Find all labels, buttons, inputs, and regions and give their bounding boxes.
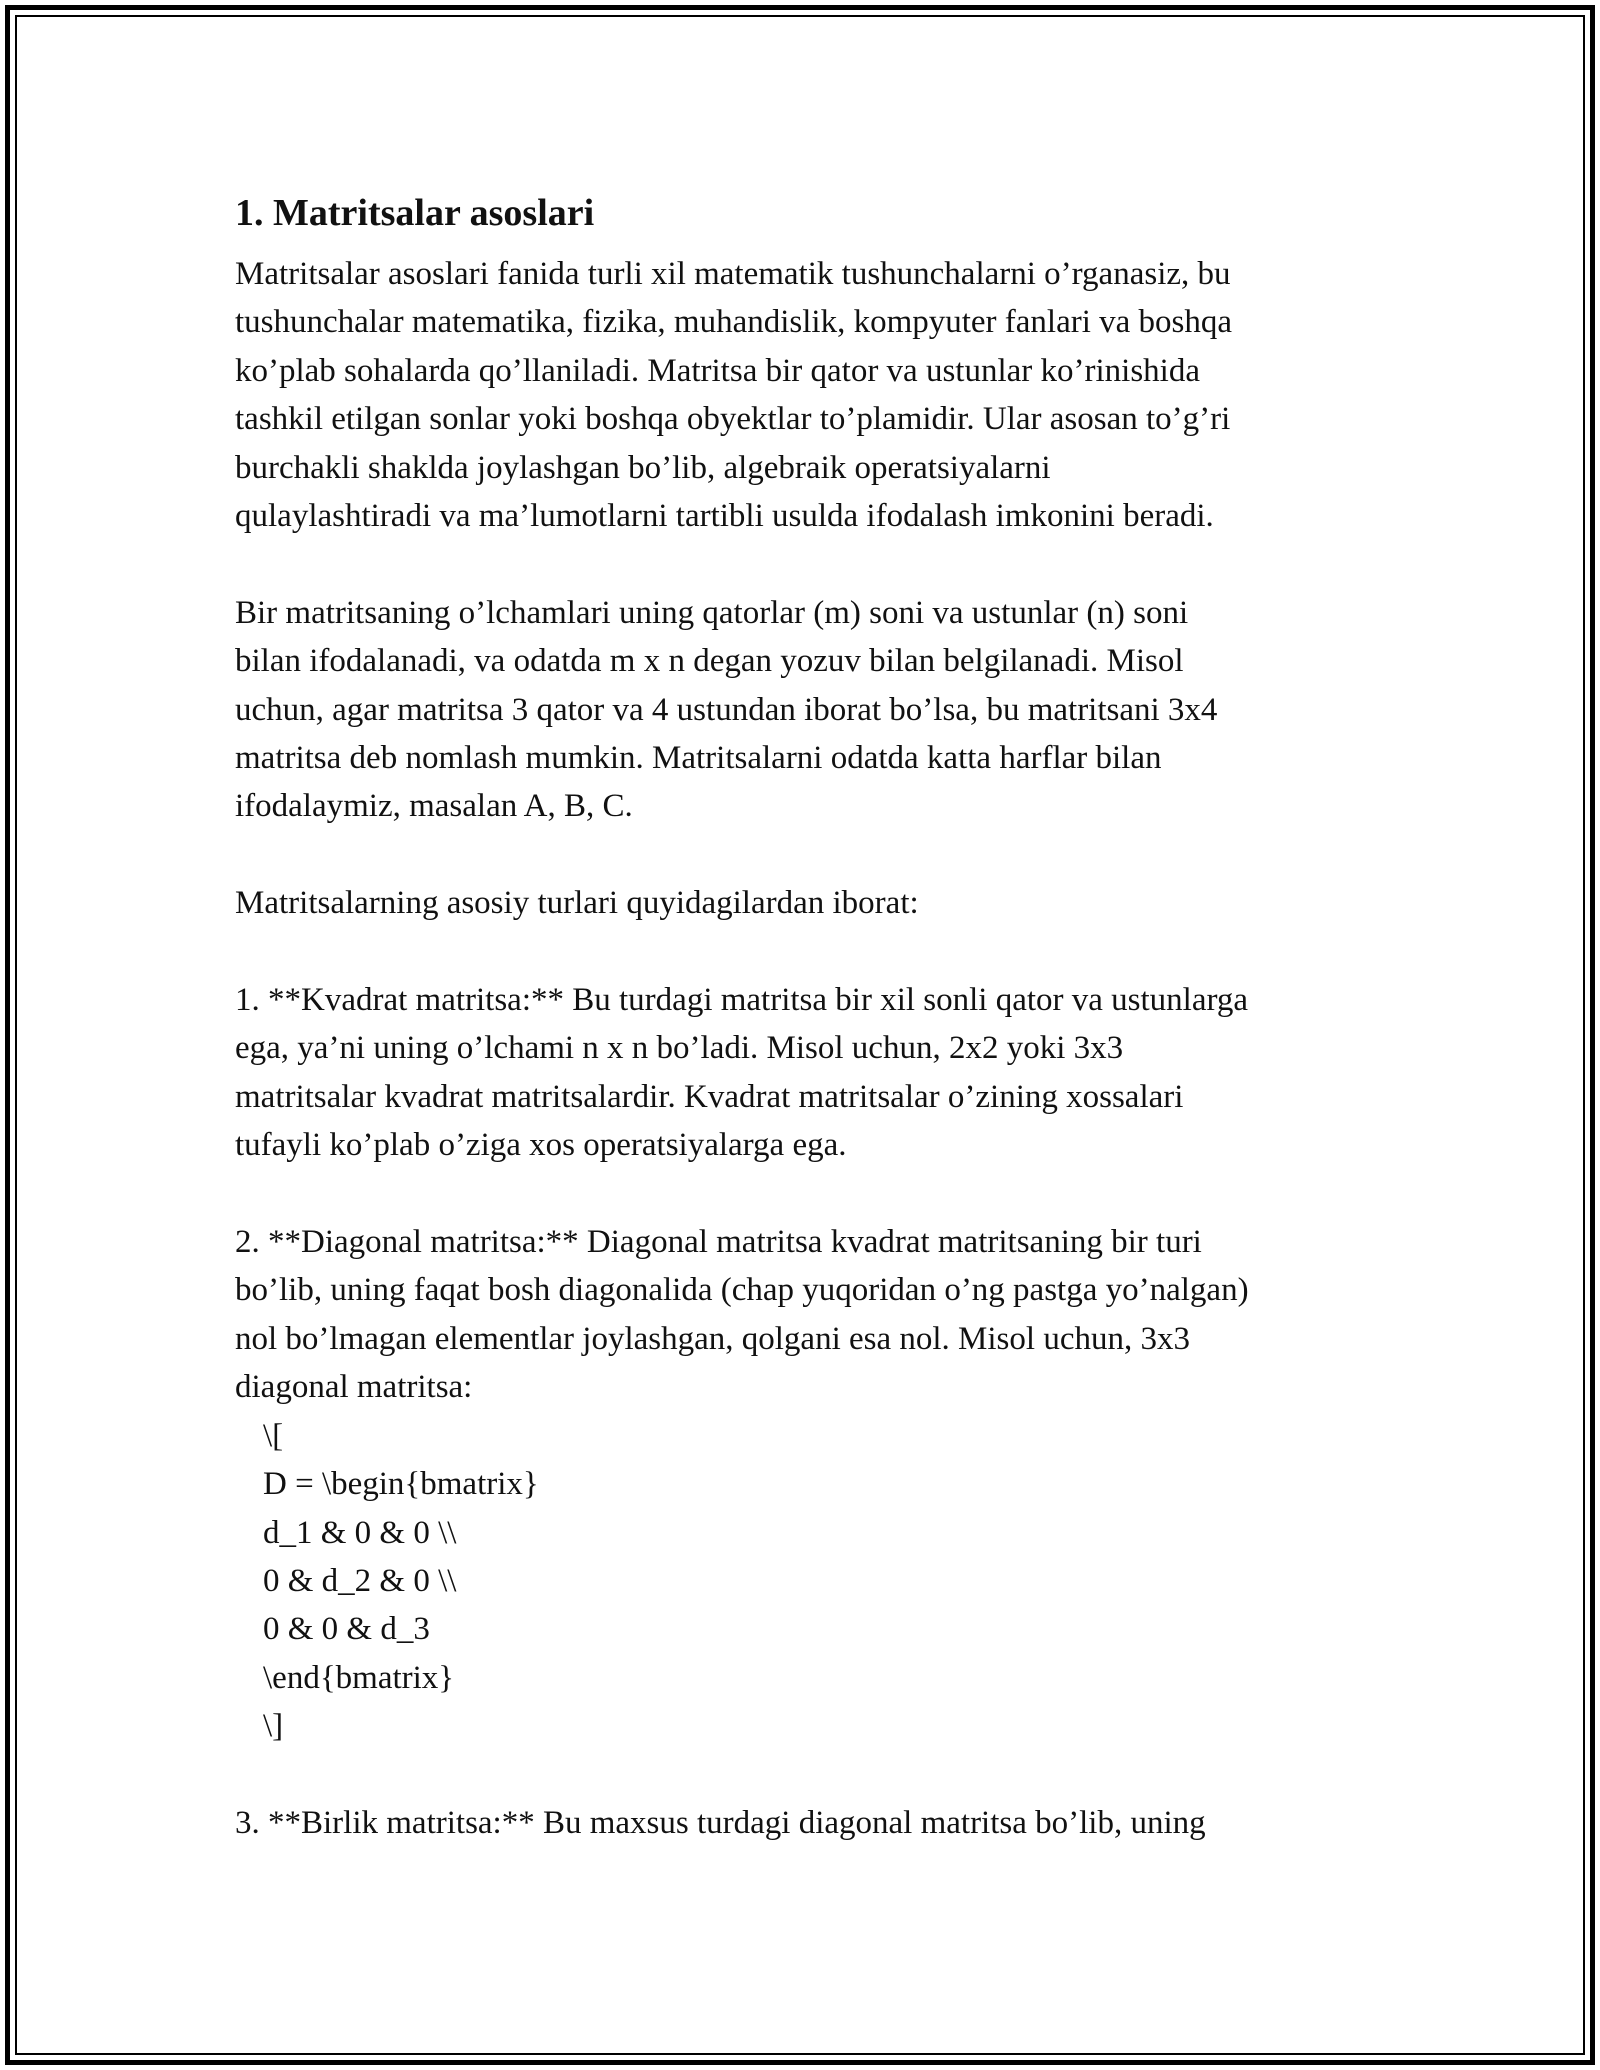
formula-line: D = \begin{bmatrix} [263, 1466, 539, 1503]
section-heading: 1. Matritsalar asoslari [235, 192, 595, 234]
formula-line: \[ [263, 1417, 284, 1454]
intro-paragraph: Matritsalar asoslari fanida turli xil matematik tushunchalarni o’rganasiz, bu tushunchalar matematika, fizika, muhandislik, kompyuter fanlari va boshqa ko’plab sohalarda qo’llaniladi. Matritsa bir qator va ustunlar ko’rinishida tashkil etilgan sonlar yoki boshqa obyektlar to’plamidir. Ular asosan to’g’ri burchakli shakldа joylashgan bo’lib, algebraik operatsiyalarni qulaylashtiradi va ma’lumotlarni tartibli usulda ifodalash imkonini beradi. [235, 256, 1233, 535]
diagonal-matrix-formula [235, 1412, 1375, 1751]
identity-matrix-paragraph: 3. **Birlik matritsa:** Bu maxsus turdagi diagonal matritsa bo’lib, uning [235, 1804, 1206, 1841]
document-body [235, 184, 1375, 1847]
formula-line: 0 & 0 & d_3 [263, 1611, 430, 1648]
formula-line: d_1 & 0 & 0 \\ [263, 1514, 457, 1551]
formula-line: 0 & d_2 & 0 \\ [263, 1562, 457, 1599]
square-matrix-paragraph: 1. **Kvadrat matritsa:** Bu turdagi matritsa bir xil sonli qator va ustunlarga ega, ya’ni uning o’lchami n x n bo’ladi. Misol uchun, 2x2 yoki 3x3 matritsalar kvadrat matritsalardir. Kvadrat matritsalar o’zining xossalari tufayli ko’plab o’ziga xos operatsiyalarga ega. [235, 982, 1249, 1164]
formula-line: \end{bmatrix} [263, 1659, 455, 1696]
dimensions-paragraph: Bir matritsaning o’lchamlari uning qatorlar (m) soni va ustunlar (n) soni bilan ifodalanadi, va odatda m x n degan yozuv bilan belgilanadi. Misol uchun, agar matritsa 3 qator va 4 ustundan iborat bo’lsa, bu matritsani 3x4 matritsa deb nomlash mumkin. Matritsalarni odatda katta harflar bilan ifodalaymiz, masalan A, B, C. [235, 594, 1218, 825]
diagonal-matrix-paragraph: 2. **Diagonal matritsa:** Diagonal matritsa kvadrat matritsaning bir turi bo’lib, uning faqat bosh diagonalida (chap yuqoridan o’ng pastga yo’nalgan) nol bo’lmagan elementlar joylashgan, qolgani esa nol. Misol uchun, 3x3 diagonal matritsa: [235, 1224, 1249, 1406]
types-intro-paragraph: Matritsalarning asosiy turlari quyidagilardan iborat: [235, 885, 919, 922]
formula-line: \] [263, 1708, 284, 1745]
